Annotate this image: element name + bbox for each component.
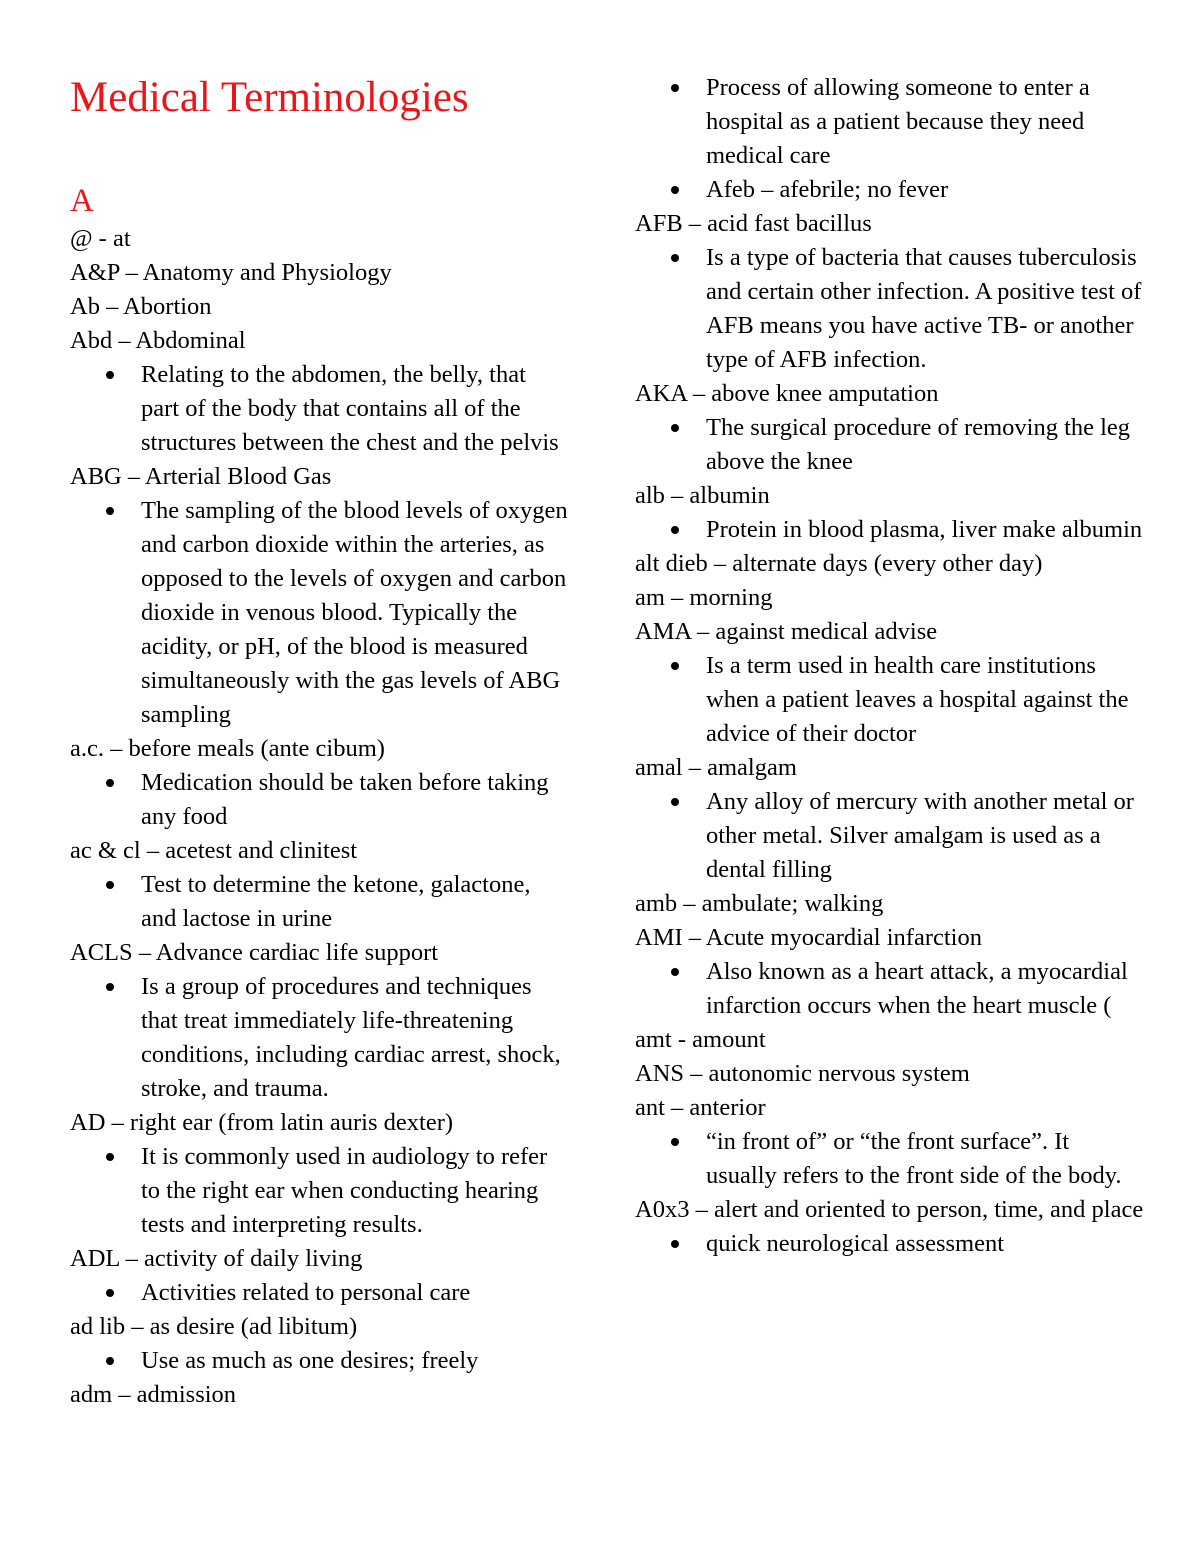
definition-list [635,241,1145,377]
glossary-term: alt dieb – alternate days (every other day) [635,550,1043,577]
definition-bullet: “in front of” or “the front surface”. It usually refers to the front side of the body. [635,1125,1145,1193]
definition-list [70,1140,570,1242]
definition-bullet: Is a type of bacteria that causes tuberculosis and certain other infection. A positive test of AFB means you have active TB- or another type of AFB infection. [635,241,1145,377]
glossary-term: ANS – autonomic nervous system [635,1060,970,1087]
definition-bullet: Test to determine the ketone, galactone, and lactose in urine [70,868,570,936]
glossary-term: a.c. – before meals (ante cibum) [70,735,385,762]
definition-list [635,1125,1145,1193]
glossary-term: ant – anterior [635,1094,766,1121]
glossary-term: amb – ambulate; walking [635,890,884,917]
definition-list [635,1227,1145,1261]
definition-bullet: Any alloy of mercury with another metal or other metal. Silver amalgam is used as a dental filling [635,785,1145,887]
left-column [70,222,570,1412]
glossary-term: amal – amalgam [635,754,797,781]
glossary-term: adm – admission [70,1381,237,1408]
glossary-term: amt - amount [635,1026,766,1053]
definition-list [70,358,570,460]
glossary-term: A&P – Anatomy and Physiology [70,259,392,286]
glossary-term: alb – albumin [635,482,770,509]
definition-bullet: Also known as a heart attack, a myocardial infarction occurs when the heart muscle ( [635,955,1145,1023]
glossary-term: AMA – against medical advise [635,618,938,645]
glossary-term: AD – right ear (from latin auris dexter) [70,1109,454,1136]
glossary-term: ADL – activity of daily living [70,1245,363,1272]
definition-bullet: Protein in blood plasma, liver make albumin [635,513,1145,547]
definition-list [70,766,570,834]
definition-bullet: quick neurological assessment [635,1227,1145,1261]
definition-list [635,649,1145,751]
glossary-term: AMI – Acute myocardial infarction [635,924,982,951]
definition-bullet: Process of allowing someone to enter a hospital as a patient because they need medical care [635,71,1145,173]
definition-bullet: Use as much as one desires; freely [70,1344,570,1378]
section-heading-a: A [70,183,94,219]
glossary-term: ACLS – Advance cardiac life support [70,939,439,966]
glossary-term: @ - at [70,225,131,252]
definition-list [635,513,1145,547]
definition-bullet: It is commonly used in audiology to refer to the right ear when conducting hearing tests and interpreting results. [70,1140,570,1242]
definition-bullet: Medication should be taken before taking any food [70,766,570,834]
glossary-term: ac & cl – acetest and clinitest [70,837,358,864]
definition-bullet: Afeb – afebrile; no fever [635,173,1145,207]
definition-list [70,970,570,1106]
definition-list [70,868,570,936]
glossary-term: AFB – acid fast bacillus [635,210,872,237]
definition-list [70,1344,570,1378]
definition-bullet: Activities related to personal care [70,1276,570,1310]
glossary-term: ABG – Arterial Blood Gas [70,463,332,490]
definition-bullet: Is a group of procedures and techniques that treat immediately life-threatening conditions, including cardiac arrest, shock, stroke, and trauma. [70,970,570,1106]
definition-list [635,411,1145,479]
glossary-term: ad lib – as desire (ad libitum) [70,1313,358,1340]
definition-list [635,955,1145,1023]
definition-bullet: The surgical procedure of removing the leg above the knee [635,411,1145,479]
glossary-term: A0x3 – alert and oriented to person, time, and place [635,1196,1144,1223]
document-title: Medical Terminologies [70,74,469,121]
glossary-term: am – morning [635,584,773,611]
definition-list [635,71,1145,207]
definition-bullet: The sampling of the blood levels of oxygen and carbon dioxide within the arteries, as opposed to the levels of oxygen and carbon dioxide in venous blood. Typically the acidity, or pH, of the blood is measured simultaneously with the gas levels of ABG sampling [70,494,570,732]
glossary-term: AKA – above knee amputation [635,380,939,407]
definition-bullet: Relating to the abdomen, the belly, that part of the body that contains all of the structures between the chest and the pelvis [70,358,570,460]
definition-list [635,785,1145,887]
glossary-term: Abd – Abdominal [70,327,246,354]
definition-list [70,494,570,732]
definition-list [70,1276,570,1310]
right-column [635,71,1145,1261]
glossary-term: Ab – Abortion [70,293,212,320]
definition-bullet: Is a term used in health care institutions when a patient leaves a hospital against the advice of their doctor [635,649,1145,751]
